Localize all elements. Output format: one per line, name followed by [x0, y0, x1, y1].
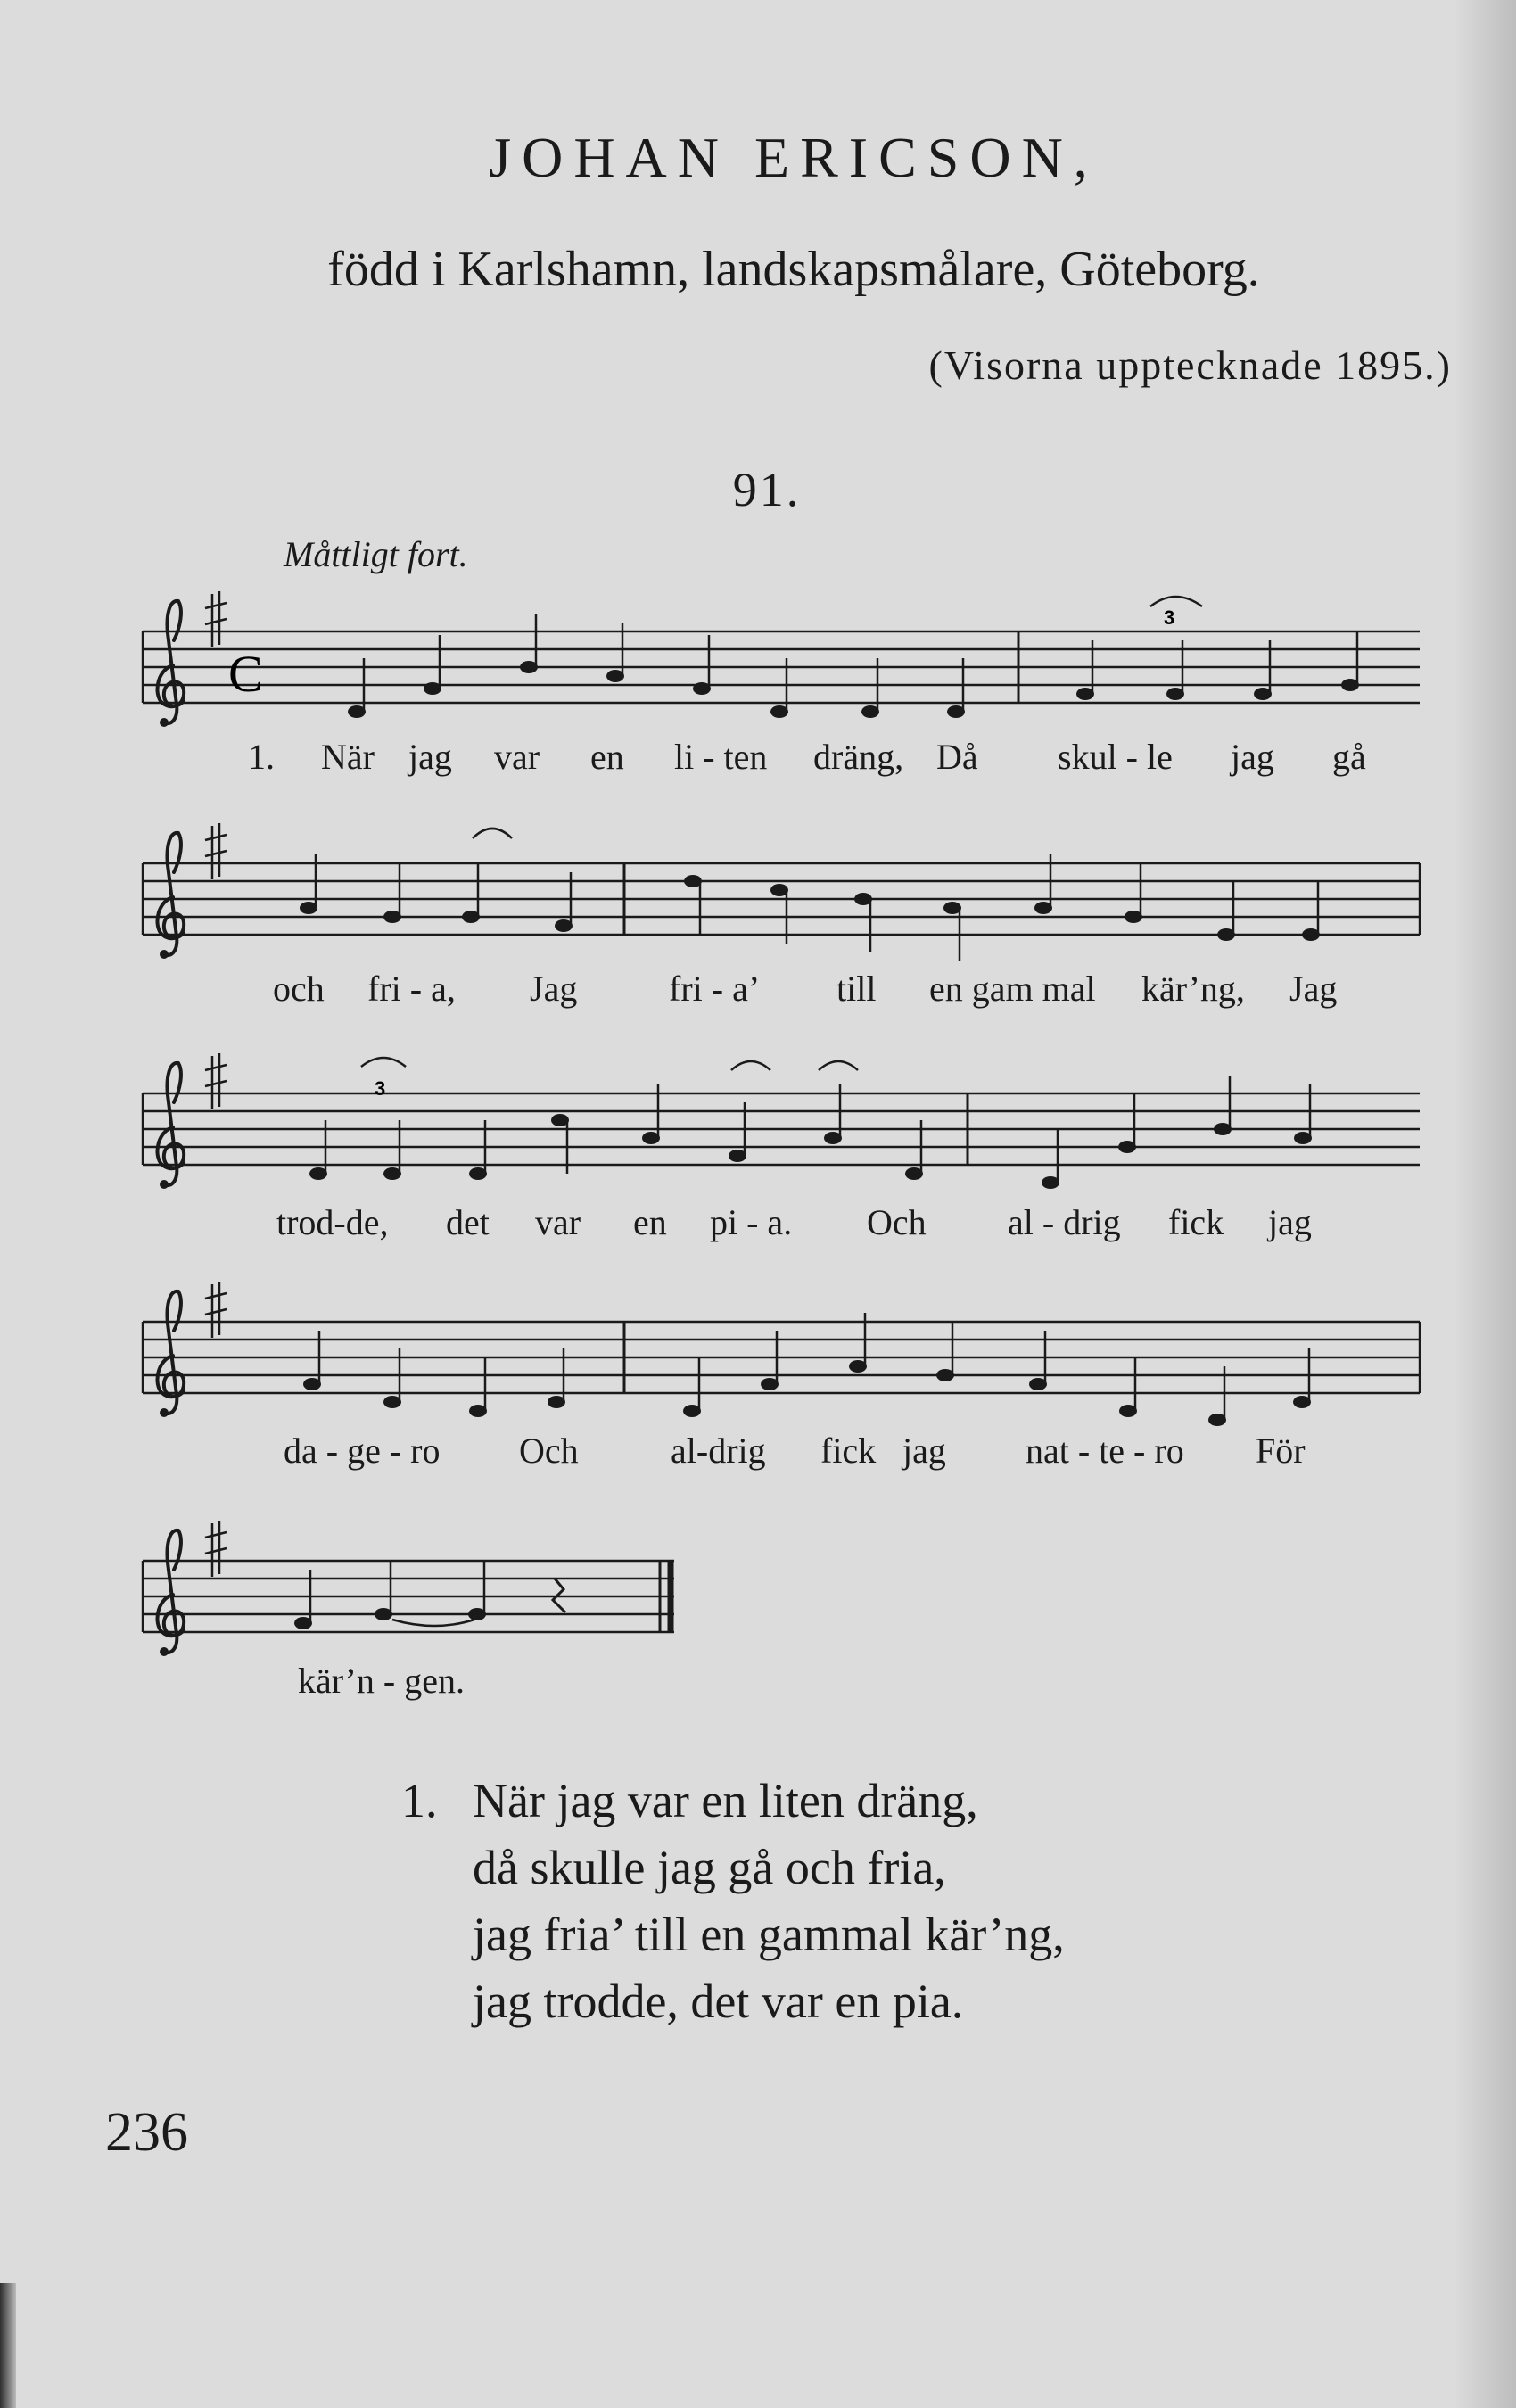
lyric-syllable: jag	[408, 737, 452, 777]
triplet-mark: 3	[1164, 606, 1175, 629]
music-system-3	[143, 1053, 1420, 1189]
tempo-marking: Måttligt fort.	[284, 534, 468, 574]
page-subtitle: född i Karlshamn, landskapsmålare, Göteborg.	[327, 242, 1260, 297]
lyric-syllable: Och	[519, 1431, 579, 1471]
lyric-syllable: en	[633, 1202, 667, 1242]
lyric-syllable: För	[1256, 1431, 1306, 1471]
page-title: JOHAN ERICSON,	[489, 126, 1099, 189]
staff-lines	[143, 631, 1420, 703]
lyric-syllable: Jag	[1289, 969, 1338, 1009]
lyric-syllable: var	[494, 737, 540, 777]
note-heads	[348, 661, 1359, 718]
note-stems	[364, 614, 1357, 712]
lyric-syllable: 1.	[248, 737, 275, 777]
staff-lines	[143, 863, 1420, 935]
lyric-syllable: nat - te - ro	[1026, 1431, 1184, 1471]
song-number: 91.	[732, 463, 802, 516]
staff-lines	[143, 1322, 1420, 1393]
music-system-5	[143, 1521, 674, 1656]
note-stems	[319, 1313, 1309, 1420]
fermata-icon	[819, 1061, 858, 1070]
lyrics-system-1	[248, 737, 1366, 777]
lyric-syllable: kär’n - gen.	[298, 1661, 465, 1701]
verse-line: då skulle jag gå och fria,	[473, 1841, 946, 1894]
verse-line: jag trodde, det var en pia.	[473, 1975, 964, 2028]
lyric-syllable: al - drig	[1008, 1202, 1121, 1242]
music-system-2	[143, 823, 1420, 961]
lyric-syllable: fri - a,	[367, 969, 456, 1009]
treble-clef-icon	[157, 1530, 184, 1656]
verse-line: jag fria’ till en gammal kär’ng,	[473, 1908, 1065, 1961]
triplet-mark: 3	[375, 1077, 386, 1100]
lyric-syllable: dräng,	[813, 737, 904, 777]
music-system-1	[143, 591, 1420, 727]
lyric-syllable: jag	[1268, 1202, 1312, 1242]
recording-note: (Visorna upptecknade 1895.)	[928, 342, 1452, 388]
lyric-syllable: Och	[867, 1202, 927, 1242]
lyrics-system-3	[276, 1202, 1312, 1242]
fermata-icon	[731, 1061, 770, 1070]
page-number: 236	[105, 2102, 188, 2163]
lyric-syllable: fri - a’	[669, 969, 761, 1009]
lyric-syllable: och	[273, 969, 325, 1009]
lyric-syllable: pi - a.	[710, 1202, 793, 1242]
triplet-bracket	[361, 1058, 406, 1067]
tie-slur	[392, 1620, 474, 1626]
music-system-4	[143, 1282, 1420, 1426]
lyrics-system-4	[284, 1431, 1306, 1471]
lyric-syllable: När	[321, 737, 375, 777]
lyric-syllable: var	[535, 1202, 581, 1242]
key-signature-sharp-icon	[205, 1053, 227, 1109]
lyrics-system-5	[298, 1661, 465, 1701]
note-heads	[300, 875, 1320, 941]
staff-lines	[143, 1561, 674, 1632]
treble-clef-icon	[157, 1291, 184, 1417]
note-stems	[316, 854, 1318, 961]
key-signature-sharp-icon	[205, 823, 227, 879]
lyric-syllable: da - ge - ro	[284, 1431, 441, 1471]
lyrics-system-2	[273, 969, 1337, 1009]
lyric-syllable: Då	[936, 737, 978, 777]
lyric-syllable: Jag	[530, 969, 578, 1009]
lyric-syllable: fick	[1168, 1202, 1224, 1242]
lyric-syllable: fick	[820, 1431, 877, 1471]
verse-number: 1.	[401, 1774, 438, 1827]
lyric-syllable: skul - le	[1058, 737, 1173, 777]
lyric-syllable: en gam mal	[929, 969, 1096, 1009]
time-signature: C	[228, 645, 263, 703]
treble-clef-icon	[157, 1063, 184, 1189]
key-signature-sharp-icon	[205, 1282, 227, 1338]
lyric-syllable: li - ten	[674, 737, 768, 777]
fermata-icon	[473, 829, 512, 838]
note-heads	[309, 1114, 1312, 1189]
treble-clef-icon	[157, 833, 184, 959]
lyric-syllable: al-drig	[671, 1431, 766, 1471]
lyric-syllable: trod-de,	[276, 1202, 389, 1242]
lyric-syllable: en	[590, 737, 624, 777]
lyric-syllable: det	[446, 1202, 490, 1242]
lyric-syllable: till	[836, 969, 877, 1009]
lyric-syllable: kär’ng,	[1141, 969, 1245, 1009]
triplet-bracket	[1150, 597, 1202, 606]
lyric-syllable: gå	[1332, 737, 1366, 777]
lyric-syllable: jag	[902, 1431, 946, 1471]
treble-clef-icon	[157, 601, 184, 727]
verse-line: När jag var en liten dräng,	[473, 1774, 978, 1827]
key-signature-sharp-icon	[205, 1521, 227, 1577]
key-signature-sharp-icon	[205, 591, 227, 647]
lyric-syllable: jag	[1231, 737, 1274, 777]
